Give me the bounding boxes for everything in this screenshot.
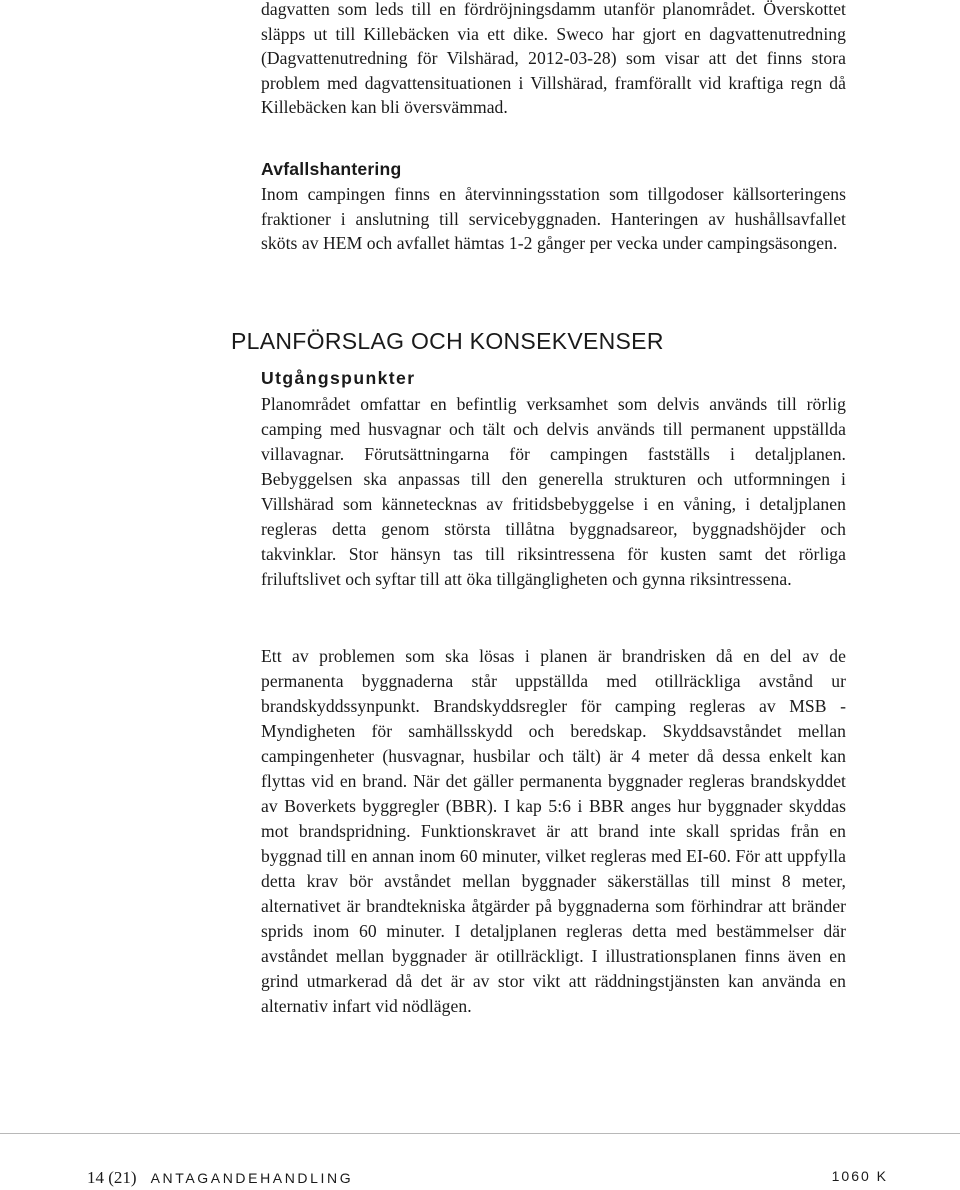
starting-point-paragraph-1: Planområdet omfattar en befintlig verksamhet som delvis används till rörlig camping med husvagnar och tält och delvis används till permanent uppställda villavagnar. Förutsättningarna för campingen fastställs i detaljplanen. Bebyggelsen ska anpassas till den generella strukturen och utformningen i Villshärad som kännetecknas av fritidsbebyggelse i en våning, i detaljplanen regleras detta genom största tillåtna byggnadsareor, byggnadshöjder och takvinklar. Stor hänsyn tas till riksintressena för kusten samt det rörliga friluftslivet och syftar till att öka tillgängligheten och gynna riksintressena. — [261, 394, 846, 589]
page-number: 14 (21) — [87, 1168, 137, 1187]
waste-heading: Avfallshantering — [261, 159, 402, 179]
main-heading: PLANFÖRSLAG OCH KONSEKVENSER — [231, 328, 664, 354]
starting-point-heading: Utgångspunkter — [261, 368, 416, 388]
footer-divider — [0, 1133, 960, 1134]
document-code: 1060 K — [831, 1168, 888, 1184]
fire-safety-paragraph: Ett av problemen som ska lösas i planen är brandrisken då en del av de permanenta byggnaderna står uppställda med otillräckliga avstånd ur brandskyddssynpunkt. Brandskyddsregler för camping regleras av MSB - Myndigheten för samhällsskydd och beredskap. Skyddsavståndet mellan campingenheter (husvagnar, husbilar och tält) är 4 meter då dessa enkelt kan flyttas vid en brand. När det gäller permanenta byggnader regleras brandskyddet av Boverkets byggregler (BBR). I kap 5:6 i BBR anges hur byggnader skyddas mot brandspridning. Funktionskravet är att brand inte skall spridas från en byggnad till en annan inom 60 minuter, vilket regleras med EI-60. För att uppfylla detta krav bör avståndet mellan byggnader säkerställas till minst 8 meter, alternativet är brandtekniska åtgärder på byggnaderna som förhindrar att bränder sprids inom 60 minuter. I detaljplanen regleras detta med bestämmelser där avståndet mellan byggnader är otillräckligt. I illustrationsplanen finns även en grind utmarkerad då det är av stor vikt att räddningstjänsten kan använda en alternativ infart vid nödlägen. — [261, 646, 846, 1016]
waste-paragraph: Inom campingen finns en återvinningsstation som tillgodoser källsorteringens fraktioner i anslutning till servicebyggnaden. Hanteringen av hushållsavfallet sköts av HEM och avfallet hämtas 1-2 gånger per vecka under campingsäsongen. — [261, 184, 846, 254]
document-type: ANTAGANDEHANDLING — [150, 1170, 354, 1186]
intro-paragraph: dagvatten som leds till en fördröjningsdamm utanför planområdet. Överskottet släpps ut till Killebäcken via ett dike. Sweco har gjort en dagvattenutredning (Dagvattenutredning för Vilshärad, 2012-03-28) som visar att det finns stora problem med dagvattensituationen i Villshärad, framförallt vid kraftiga regn då Killebäcken kan bli översvämmad. — [261, 0, 846, 118]
footer-left — [87, 1167, 353, 1189]
